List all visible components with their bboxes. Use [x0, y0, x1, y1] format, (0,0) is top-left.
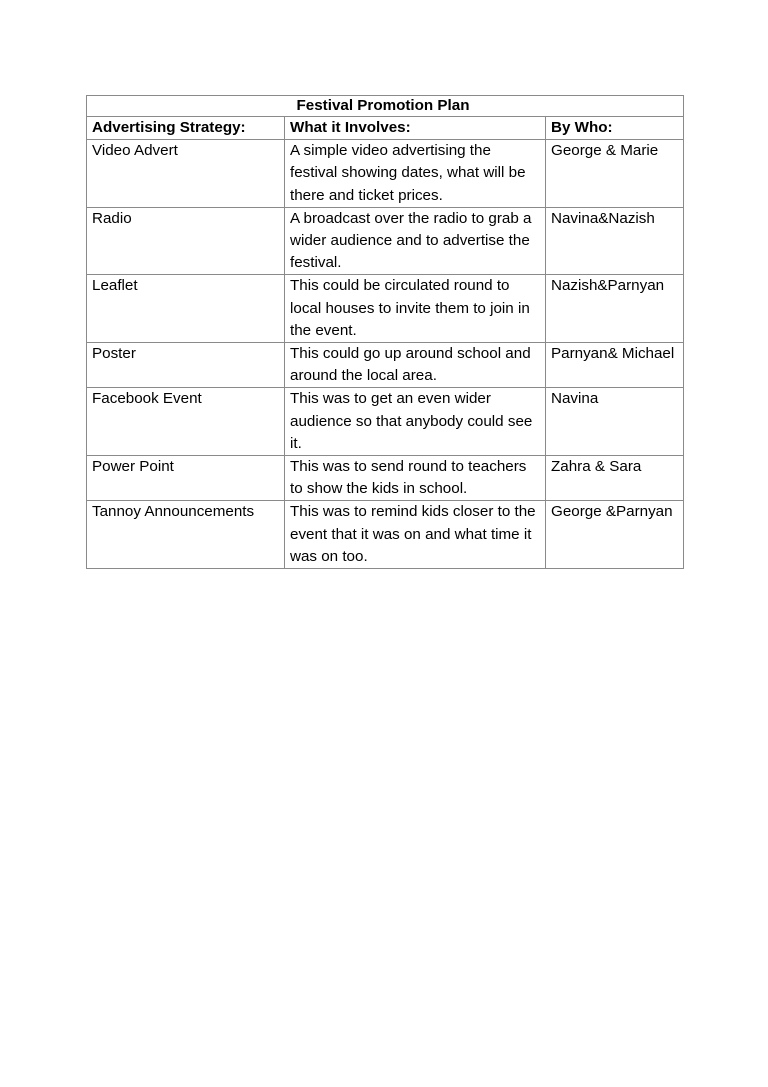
by-who-cell: Zahra & Sara: [546, 456, 684, 501]
involves-cell: A simple video advertising the festival showing dates, what will be there and ticket prices.: [285, 140, 546, 208]
strategy-cell: Power Point: [87, 456, 285, 501]
involves-cell: This could be circulated round to local houses to invite them to join in the event.: [285, 275, 546, 343]
table-row: [87, 140, 684, 208]
table-row: [87, 343, 684, 388]
table-row: [87, 207, 684, 275]
by-who-cell: Navina&Nazish: [546, 207, 684, 275]
strategy-cell: Leaflet: [87, 275, 285, 343]
by-who-cell: George & Marie: [546, 140, 684, 208]
by-who-cell: Navina: [546, 388, 684, 456]
by-who-cell: Parnyan& Michael: [546, 343, 684, 388]
by-who-cell: Nazish&Parnyan: [546, 275, 684, 343]
involves-cell: This was to get an even wider audience so that anybody could see it.: [285, 388, 546, 456]
strategy-cell: Tannoy Announcements: [87, 501, 285, 569]
table-row: [87, 456, 684, 501]
involves-cell: This was to send round to teachers to show the kids in school.: [285, 456, 546, 501]
involves-cell: This could go up around school and around the local area.: [285, 343, 546, 388]
table-row: [87, 501, 684, 569]
promotion-plan-table: [86, 95, 684, 569]
by-who-cell: George &Parnyan: [546, 501, 684, 569]
involves-cell: A broadcast over the radio to grab a wider audience and to advertise the festival.: [285, 207, 546, 275]
table-row: [87, 275, 684, 343]
header-by-who: By Who:: [546, 117, 684, 140]
strategy-cell: Poster: [87, 343, 285, 388]
involves-cell: This was to remind kids closer to the event that it was on and what time it was on too.: [285, 501, 546, 569]
strategy-cell: Facebook Event: [87, 388, 285, 456]
table-row: [87, 388, 684, 456]
strategy-cell: Radio: [87, 207, 285, 275]
table-header-row: [87, 117, 684, 140]
table-title: Festival Promotion Plan: [87, 96, 684, 117]
strategy-cell: Video Advert: [87, 140, 285, 208]
header-involves: What it Involves:: [285, 117, 546, 140]
table-title-row: [87, 96, 684, 117]
header-strategy: Advertising Strategy:: [87, 117, 285, 140]
